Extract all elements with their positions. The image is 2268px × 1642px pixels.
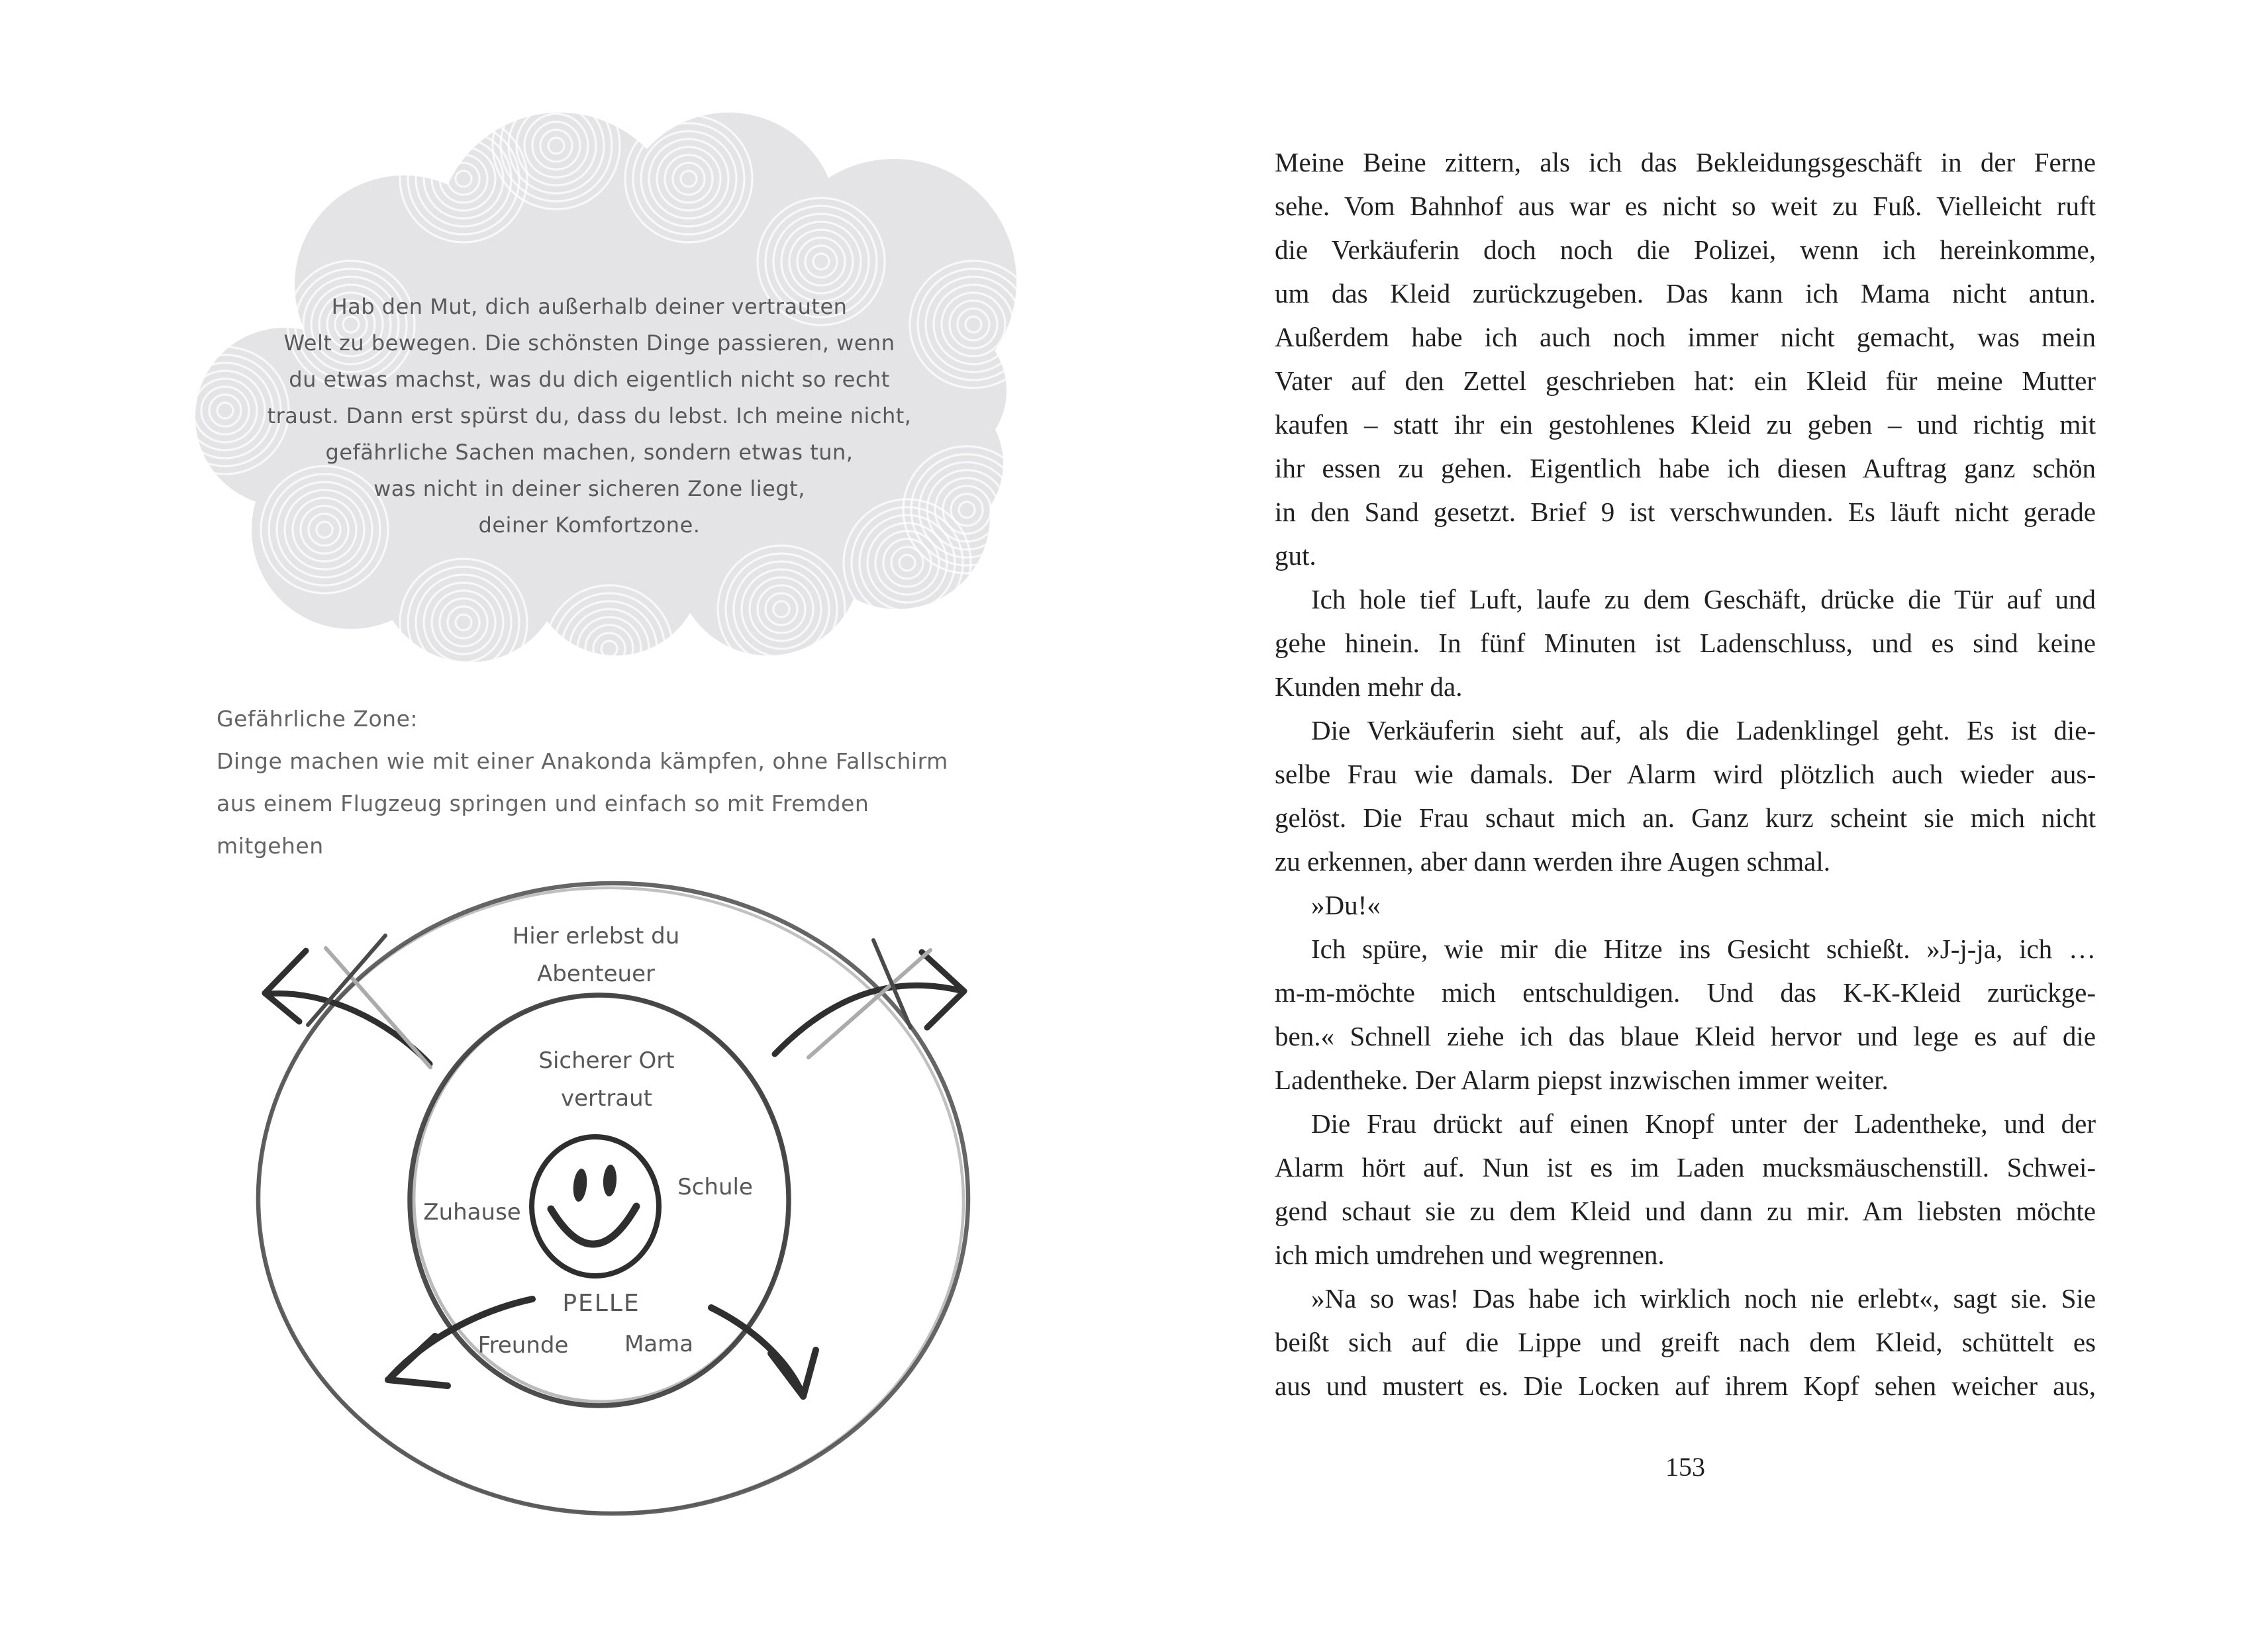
body-text-line: sehe. Vom Bahnhof aus war es nicht so weit zu Fuß. Vielleicht ruft <box>1275 191 2096 221</box>
comfort-zone-diagram <box>245 881 993 1536</box>
body-text-line: gend schaut sie zu dem Kleid und dann zu mir. Am liebsten möchte <box>1275 1196 2096 1226</box>
body-text-line: »Na so was! Das habe ich wirklich noch nie erlebt«, sagt sie. Sie <box>1311 1283 2096 1314</box>
body-text-line: Ich hole tief Luft, laufe zu dem Geschäft, drücke die Tür auf und <box>1311 584 2096 614</box>
label-schule: Schule <box>677 1174 753 1200</box>
body-text-line: um das Kleid zurückzugeben. Das kann ich Mama nicht antun. <box>1275 278 2096 309</box>
body-text-line: »Du!« <box>1311 890 1381 920</box>
body-text-line: gut. <box>1275 540 1316 571</box>
danger-zone-line: mitgehen <box>217 833 324 859</box>
body-text-line: gehe hinein. In fünf Minuten ist Ladenschluss, und es sind keine <box>1275 628 2096 658</box>
cloud-quote-line: Hab den Mut, dich außerhalb deiner vertrauten <box>331 294 848 319</box>
body-text-line: kaufen – statt ihr ein gestohlenes Kleid zu geben – und richtig mit <box>1275 409 2096 440</box>
body-text-line: selbe Frau wie damals. Der Alarm wird plötzlich auch wieder aus- <box>1275 759 2096 789</box>
body-text-line: zu erkennen, aber dann werden ihre Augen schmal. <box>1275 846 1831 877</box>
cloud-quote-line: du etwas machst, was du dich eigentlich nicht so recht <box>289 367 890 392</box>
smile <box>551 1206 636 1244</box>
smiley-face <box>532 1137 659 1276</box>
body-text-line: Vater auf den Zettel geschrieben hat: ein Kleid für meine Mutter <box>1275 365 2096 396</box>
cloud-quote-line: gefährliche Sachen machen, sondern etwas tun, <box>325 440 854 465</box>
body-text-line: gelöst. Die Frau schaut mich an. Ganz kurz scheint sie mich nicht <box>1275 802 2096 833</box>
danger-zone-line: Gefährliche Zone: <box>217 706 419 732</box>
label-mama: Mama <box>624 1331 694 1357</box>
body-text-line: ich mich umdrehen und wegrennen. <box>1275 1239 1665 1270</box>
body-text-line: ihr essen zu gehen. Eigentlich habe ich diesen Auftrag ganz schön <box>1275 453 2096 483</box>
body-text-line: m-m-möchte mich entschuldigen. Und das K-K-Kleid zurückge- <box>1275 977 2096 1008</box>
body-text-line: Alarm hört auf. Nun ist es im Laden mucksmäuschenstill. Schwei- <box>1275 1152 2096 1183</box>
cloud-quote-line: deiner Komfortzone. <box>478 512 701 538</box>
body-text-line: Ich spüre, wie mir die Hitze ins Gesicht schießt. »J-j-ja, ich … <box>1311 934 2096 964</box>
label-zuhause: Zuhause <box>423 1199 521 1226</box>
danger-zone-line: aus einem Flugzeug springen und einfach so mit Fremden <box>217 791 869 816</box>
danger-zone-note <box>217 698 1044 867</box>
body-text-line: aus und mustert es. Die Locken auf ihrem Kopf sehen weicher aus, <box>1275 1371 2096 1401</box>
danger-zone-line: Dinge machen wie mit einer Anakonda kämpfen, ohne Fallschirm <box>217 748 948 774</box>
body-text-line: Kunden mehr da. <box>1275 671 1463 702</box>
label-pelle: PELLE <box>562 1290 640 1317</box>
body-text-line: Die Frau drückt auf einen Knopf unter der Ladentheke, und der <box>1311 1108 2096 1139</box>
inner-zone-label-line1: Sicherer Ort <box>538 1047 675 1074</box>
blocked-arrow-top-left <box>265 951 430 1064</box>
right-eye <box>603 1165 617 1197</box>
body-text-line: Die Verkäuferin sieht auf, als die Ladenklingel geht. Es ist die- <box>1311 715 2096 746</box>
page-number: 153 <box>1665 1452 1705 1482</box>
body-text-line: die Verkäuferin doch noch die Polizei, wenn ich hereinkomme, <box>1275 234 2096 265</box>
outer-zone-label-line2: Abenteuer <box>536 961 656 987</box>
body-text-line: ben.« Schnell ziehe ich das blaue Kleid hervor und lege es auf die <box>1275 1021 2096 1051</box>
body-text-line: Meine Beine zittern, als ich das Bekleidungsgeschäft in der Ferne <box>1275 147 2096 177</box>
body-text-line: beißt sich auf die Lippe und greift nach dem Kleid, schüttelt es <box>1275 1327 2096 1357</box>
label-freunde: Freunde <box>477 1332 569 1359</box>
outer-zone-label-line1: Hier erlebst du <box>512 923 680 949</box>
inner-zone-label-line2: vertraut <box>560 1085 653 1112</box>
body-text <box>1275 140 2096 1408</box>
left-eye <box>571 1168 588 1202</box>
cloud-quote-line: Welt zu bewegen. Die schönsten Dinge passieren, wenn <box>283 330 895 356</box>
body-text-line: in den Sand gesetzt. Brief 9 ist verschwunden. Es läuft nicht gerade <box>1275 497 2096 527</box>
cloud-quote-line: traust. Dann erst spürst du, dass du lebst. Ich meine nicht, <box>267 403 912 428</box>
body-text-line: Ladentheke. Der Alarm piepst inzwischen immer weiter. <box>1275 1065 1889 1095</box>
body-text-line: Außerdem habe ich auch noch immer nicht gemacht, was mein <box>1275 322 2096 352</box>
cloud-quote-line: was nicht in deiner sicheren Zone liegt, <box>373 476 805 501</box>
x-mark-left <box>308 936 430 1067</box>
cloud-quote <box>199 289 980 544</box>
